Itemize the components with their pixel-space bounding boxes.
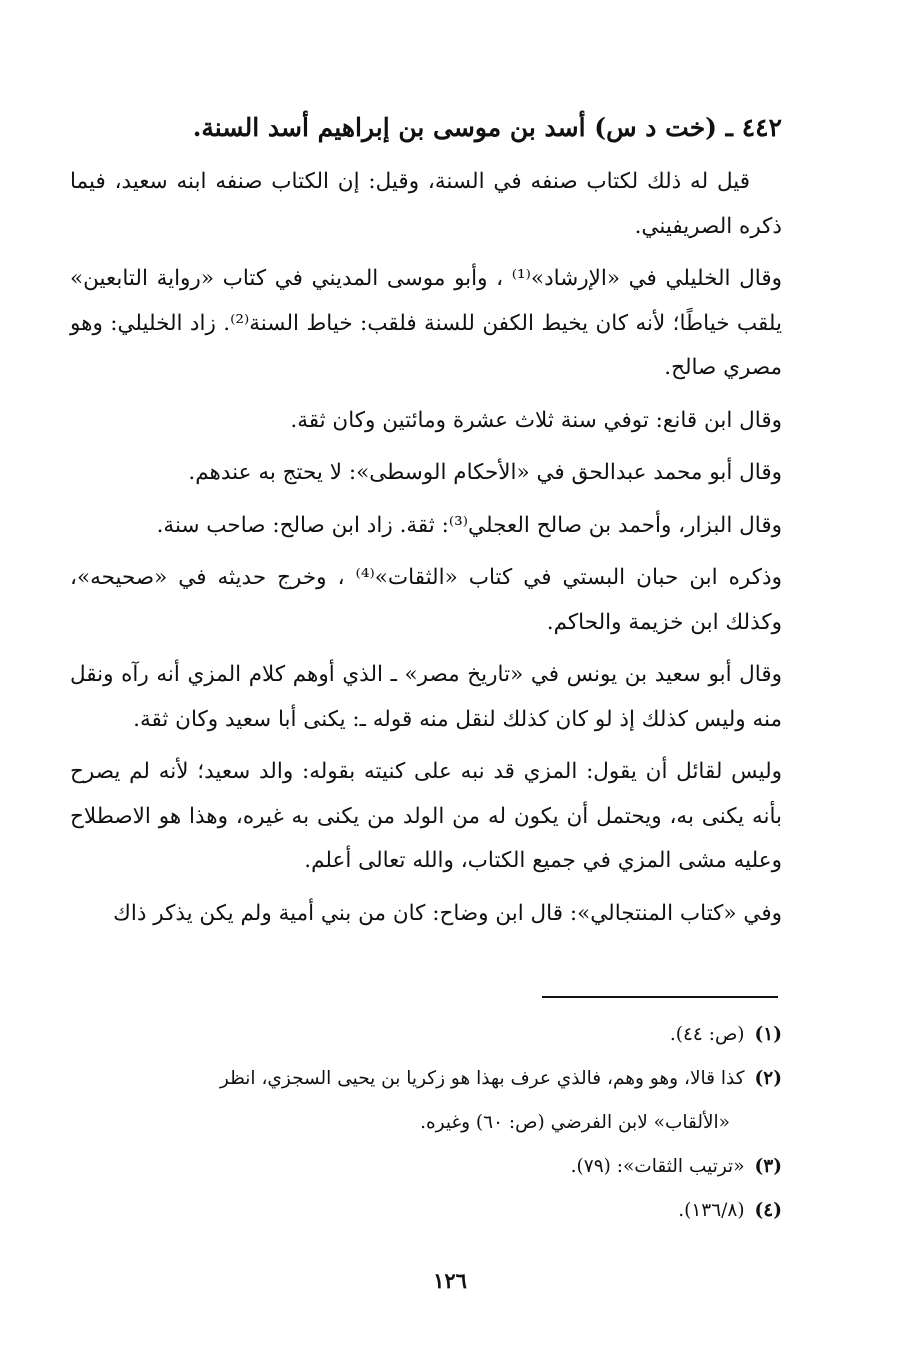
footnote-number: (٤) xyxy=(754,1200,782,1221)
paragraph: وقال البزار، وأحمد بن صالح العجلي⁽³⁾: ثقة. زاد ابن صالح: صاحب سنة. xyxy=(156,512,782,538)
footnote-number: (٣) xyxy=(754,1156,782,1177)
entry-heading: ٤٤٢ ـ (خت د س) أسد بن موسى بن إبراهيم أسد السنة. xyxy=(192,113,782,142)
paragraph: وليس لقائل أن يقول: المزي قد نبه على كنيته بقوله: والد سعيد؛ لأنه لم يصرح بأنه يكنى به، ويحتمل أن يكون له من الولد من يكنى به غيره، وهذا هو الاصطلاح وعليه مشى المزي في جميع الكتاب، والله تعالى أعلم. xyxy=(70,759,782,873)
footnotes xyxy=(70,1013,782,1233)
paragraph: وقال أبو محمد عبدالحق في «الأحكام الوسطى»: لا يحتج به عندهم. xyxy=(188,460,782,485)
paragraph: وفي «كتاب المنتجالي»: قال ابن وضاح: كان من بني أمية ولم يكن يذكر ذاك xyxy=(113,900,782,926)
footnote-continuation: «الألقاب» لابن الفرضي (ص: ٦٠) وغيره. xyxy=(420,1112,730,1133)
footnote-text: (١٣٦/٨). xyxy=(678,1200,745,1221)
page-number: ١٢٦ xyxy=(433,1268,467,1293)
footnote-text: (ص: ٤٤). xyxy=(669,1024,745,1045)
footnote-number: (١) xyxy=(754,1024,782,1045)
footnote xyxy=(70,1057,782,1101)
footnote-number: (٢) xyxy=(754,1068,782,1089)
footnote xyxy=(70,1189,782,1233)
paragraph: وقال ابن قانع: توفي سنة ثلاث عشرة ومائتين وكان ثقة. xyxy=(290,407,782,433)
footnote-text: كذا قالا، وهو وهم، فالذي عرف بهذا هو زكريا بن يحيى السجزي، انظر xyxy=(219,1068,745,1089)
paragraph: وقال الخليلي في «الإرشاد»⁽¹⁾ ، وأبو موسى المديني في كتاب «رواية التابعين» يلقب خياطًا؛ لأنه كان يخيط الكفن للسنة فلقب: خياط السنة⁽²⁾. زاد الخليلي: وهو مصري صالح. xyxy=(70,266,782,380)
entry-body xyxy=(70,160,782,944)
footnote xyxy=(70,1145,782,1189)
paragraph: وذكره ابن حبان البستي في كتاب «الثقات»⁽⁴⁾ ، وخرج حديثه في «صحيحه»، وكذلك ابن خزيمة والحاكم. xyxy=(70,565,782,635)
footnote-divider xyxy=(542,996,778,998)
paragraph: وقال أبو سعيد بن يونس في «تاريخ مصر» ـ الذي أوهم كلام المزي أنه رآه ونقل منه وليس كذلك إذ لو كان كذلك لنقل منه قوله ـ: يكنى أبا سعيد وكان ثقة. xyxy=(70,662,782,732)
paragraph: قيل له ذلك لكتاب صنفه في السنة، وقيل: إن الكتاب صنفه ابنه سعيد، فيما ذكره الصريفيني. xyxy=(70,169,782,239)
footnote-text: «ترتيب الثقات»: (٧٩). xyxy=(570,1156,745,1177)
footnote xyxy=(70,1013,782,1057)
